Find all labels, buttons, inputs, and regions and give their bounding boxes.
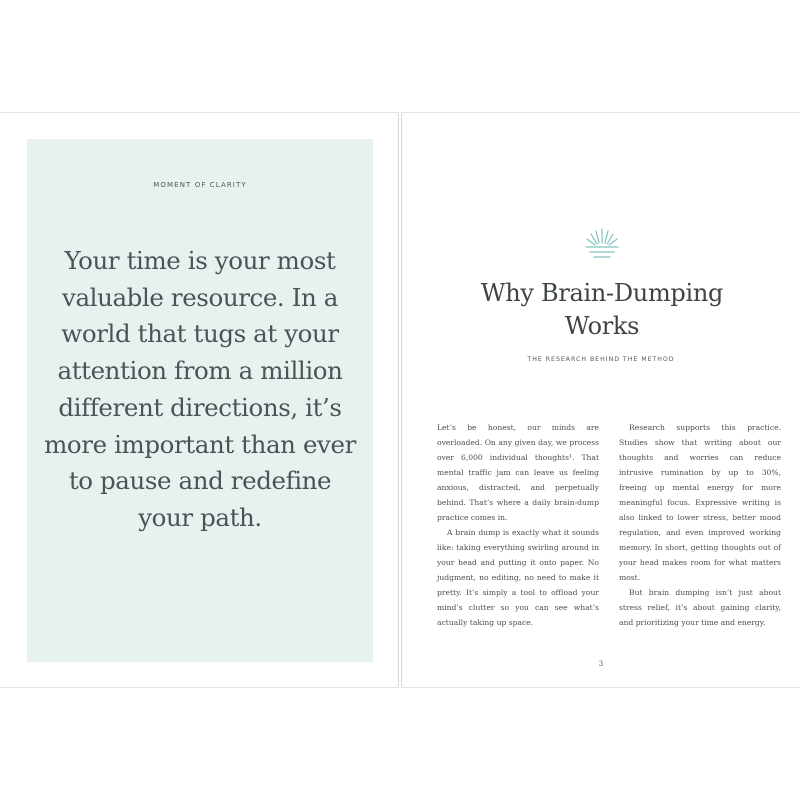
sunrise-over-water-icon — [584, 225, 620, 265]
body-paragraph: But brain dumping isn’t just about stress relief, it’s about gaining clarity, and prioritizing your time and energy. — [619, 588, 781, 627]
pull-quote: Your time is your most valuable resource. In a world that tugs at your attention from a million different directions, it’s more important than ever to pause and redefine your path. — [44, 246, 356, 532]
right-page — [401, 112, 800, 688]
body-paragraph: A brain dump is exactly what it sounds like: taking everything swirling around in your head and putting it onto paper. No judgment, no editing, no need to make it pretty. It’s simply a tool to offload your mind’s clutter so you can see what’s actually taking up space. — [437, 528, 599, 627]
book-spread — [0, 112, 800, 688]
chapter-subheading: THE RESEARCH BEHIND THE METHOD — [527, 356, 675, 363]
left-page — [0, 112, 399, 688]
body-column-2 — [619, 420, 781, 630]
chapter-heading: Why Brain-Dumping Works — [480, 279, 724, 340]
page-number: 3 — [598, 660, 604, 668]
eyebrow-label: MOMENT OF CLARITY — [153, 181, 247, 189]
body-paragraph: Let’s be honest, our minds are overloaded. On any given day, we process over 6,000 individual thoughts¹. That mental traffic jam can leave us feeling anxious, distracted, and perpetually behind. That’s where a daily brain-dump practice comes in. — [437, 423, 599, 522]
quote-panel — [27, 139, 373, 662]
body-column-1 — [437, 420, 599, 630]
body-paragraph: Research supports this practice. Studies show that writing about our thoughts and worries can reduce intrusive rumination by up to 30%, freeing up mental energy for more meaningful focus. Expressive writing is also linked to lower stress, better mood regulation, and even improved working memory. In short, getting thoughts out of your head makes room for what matters most. — [619, 423, 781, 582]
